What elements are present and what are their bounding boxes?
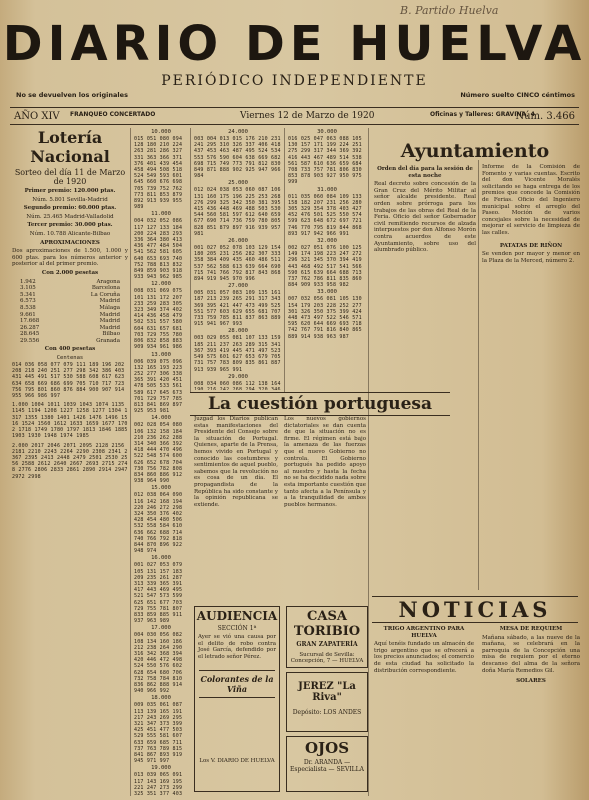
- article-text: Juzgad los Diarios publican estas manifestaciones del Presidente del Consejo sobre la situación de Portugal. Quienes, aparte de la Prensa, hemos vivido en Portugal y conocido las costumbres y sentimientos de aquel pueblo, sabemos que la revolución no es cosa de un día. El propagandista de la República ha sido constante y la opinión republicana se extiende.: [194, 416, 278, 508]
- jerez-title: JEREZ "La Riva": [298, 681, 356, 703]
- number-list: 006 039 075 096 132 165 193 223 252 277 306 338 365 391 420 451 478 505 533 561 589 617 645 673 701 729 757 785 813 841 869 897 925 953 981: [134, 358, 183, 415]
- second-prize: Segundo premio: 60.000 ptas.: [23, 205, 117, 212]
- masthead: [0, 0, 589, 100]
- number-list: 002 027 051 076 100 125 149 174 198 223 247 272 296 321 345 370 394 419 443 468 492 517 541 566 590 615 639 664 688 713 737 762 786 811 835 860 884 909 933 958 982: [288, 245, 362, 289]
- article-text: Informe de la Comisión de Fomento y varias cuentas. Escrito del don Vicente Moralés solicitando se haga entrega de los premios que concede la Comisión de Ferias. Oficio del Ingeniero municipal sobre el arreglo del Paseo. Moción de varios concejales sobre la necesidad de mejorar el servicio de limpieza de las calles.: [482, 164, 580, 236]
- audiencia-subtitle: SECCIÓN 1ª: [217, 625, 257, 632]
- number-list: 015 051 080 094 128 180 210 224 263 281 286 327 331 363 366 371 376 401 439 454 458 494 508 518 524 549 593 601 645 660 676 698 705 739 752 762 773 811 853 879 892 913 939 955 989: [134, 136, 183, 211]
- price-notice: Número suelto CINCO céntimos: [460, 91, 575, 99]
- number-list: 011 035 060 084 109 133 158 182 207 231 256 280 305 329 354 378 403 427 452 476 501 525 550 574 599 623 648 672 697 721 746 770 795 819 844 868 893 917 942 966 991: [288, 193, 362, 237]
- number-list: 2.000 2017 2046 2071 2095 2128 2156 2181 2210 2243 2264 2290 2308 2341 2367 2395 2413 2448 2479 2501 2530 2556 2588 2612 2640 2667 2693 2715 2748 2776 2806 2833 2861 2890 2914 2947 2972 2998: [12, 442, 128, 480]
- column-divider: [284, 128, 285, 392]
- number-list: 008 031 069 075 101 131 172 207 233 259 283 305 323 349 374 402 414 436 458 479 502 531 557 580 604 631 657 681 703 729 755 780 806 832 858 883 909 934 961 986: [134, 288, 183, 351]
- loteria-title: Lotería Nacional: [30, 128, 110, 166]
- agenda-subtitle: Orden del día para la sesión de esta noche: [377, 166, 473, 179]
- section-heading: 27.000: [228, 283, 248, 290]
- section-heading: 11.000: [151, 211, 171, 218]
- numbers-column-3: [194, 128, 282, 390]
- sorteo-date: Sorteo del día 11 de Marzo de 1920: [14, 168, 126, 186]
- prize-city: La Coruña: [90, 291, 120, 298]
- cuestion-text-col-b: [284, 416, 366, 602]
- column-divider: [130, 128, 131, 796]
- news-text: Mañana sábado, a las nueve de la mañana, se celebrará en la parroquia de la Concepción una misa de requiem por el eterno descanso del alma de la señora doña María Remedios Gil.: [482, 634, 580, 674]
- casa-toribio-address: Sucursal de Sevilla: Concepción, 7 — HUELVA: [290, 652, 364, 664]
- centenas-heading: Centenas: [56, 355, 84, 362]
- prize-number: 28.645: [20, 331, 40, 338]
- audiencia-box: [194, 606, 280, 792]
- prize-row: [12, 338, 128, 345]
- section-heading: 33.000: [317, 289, 337, 296]
- newspaper-title: DIARIO DE HUELVA: [2, 16, 587, 72]
- cuestion-text-col-a: [194, 416, 278, 602]
- third-prize-detail: Núm. 10.788 Alicante-Bilbao: [29, 230, 111, 237]
- audiencia-title: AUDIENCIA: [196, 609, 278, 623]
- number-list: 003 004 013 015 176 210 231 241 295 310 326 337 406 418 437 453 463 487 495 524 534 553 576 590 604 638 669 682 698 715 749 773 791 812 830 849 871 888 902 925 947 966 984: [194, 136, 281, 180]
- noticias-headline: NOTICIAS: [372, 596, 578, 623]
- prize-city: Madrid: [99, 298, 120, 305]
- loteria-column: [12, 128, 128, 796]
- prize-row: [12, 279, 128, 286]
- section-heading: 28.000: [228, 328, 248, 335]
- patatas-text: Se venden por mayor y menor en la Plaza de la Merced, número 2.: [482, 251, 580, 264]
- aproximaciones-text: Dos aproximaciones de 1.500, 1.000 y 600 ptas. para los números anterior y posterior al del primer premio.: [12, 248, 128, 268]
- prize-city: Málaga: [99, 304, 120, 311]
- prize-number: 9.661: [20, 311, 36, 318]
- noticias-col-b: [482, 624, 580, 796]
- number-list: 016 025 047 063 088 105 130 157 171 199 224 251 275 299 317 344 369 392 416 443 467 489 514 538 561 587 610 636 659 684 708 733 757 781 806 830 853 878 903 927 950 975 999: [288, 136, 362, 186]
- prizes-2000-list: [12, 279, 128, 345]
- section-heading: 14.000: [151, 415, 171, 422]
- news-heading: MESA DE REQUIEM: [499, 626, 563, 632]
- colorantes-ad-title: Colorantes de la Viña: [199, 670, 275, 698]
- prize-city: Granada: [96, 337, 120, 344]
- number-list: 007 032 056 081 105 130 154 179 203 228 252 277 301 326 350 375 399 424 448 473 497 522 546 571 595 620 644 669 693 718 742 767 791 816 840 865 889 914 938 963 987: [288, 296, 362, 340]
- number-list: 014 036 058 077 079 111 189 196 202 208 218 240 251 277 298 342 386 403 431 445 491 517 530 588 608 617 623 634 658 669 686 699 705 710 717 723 756 795 801 860 876 884 900 907 914 955 966 986 997: [12, 362, 125, 400]
- number-list: 013 039 065 091 117 143 169 195 221 247 273 299 325 351 377 403: [134, 772, 183, 796]
- prize-number: 26.287: [20, 324, 40, 331]
- prize-city: Barcelona: [91, 285, 120, 292]
- number-list: 001 027 052 078 103 129 154 180 205 231 256 282 307 333 358 384 409 435 460 486 511 537 562 588 613 639 664 690 715 741 766 792 817 843 868 894 919 945 970 996: [194, 245, 281, 283]
- number-list: 001 027 053 079 105 131 157 183 209 235 261 287 313 339 365 391 417 443 469 495 521 547 573 599 625 651 677 703 729 755 781 807 833 859 885 911 937 963 989: [134, 562, 183, 625]
- ojos-ad: [286, 736, 368, 792]
- originals-notice: No se devuelven los originales: [16, 91, 128, 99]
- numbers-column-4: [288, 128, 366, 390]
- section-heading: 24.000: [228, 129, 248, 135]
- article-text: Los nuevos gobiernos dictatoriales se dan cuenta de que la situación no es firme. El régimen está bajo la amenaza de las fuerzas que el nuevo Gobierno no controla. El Gobierno portugués ha pedido apoyo al nuestro y hasta la fecha no se ha decidido nada sobre esta importante cuestión que tanto afecta a la Península y a la tranquilidad de ambos pueblos hermanos.: [284, 416, 366, 508]
- prize-city: Madrid: [99, 311, 120, 318]
- number-list: 009 035 061 087 113 139 165 191 217 243 269 295 321 347 373 399 425 451 477 503 529 555 581 607 633 659 685 711 737 763 789 815 841 867 893 919 945 971 997: [134, 702, 183, 765]
- section-heading: 15.000: [151, 485, 171, 492]
- prize-number: 3.105: [20, 285, 36, 292]
- audiencia-text: Ayer se vió una causa por el delito de robo contra José García, defendido por el letrado señor Pérez.: [198, 634, 276, 660]
- number-list: 002 028 054 080 106 132 158 184 210 236 262 288 314 340 366 392 418 444 470 496 522 548 574 600 626 652 678 704 730 756 782 808 834 860 886 912 938 964 990: [134, 422, 183, 485]
- ayuntamiento-headline: Ayuntamiento: [400, 140, 550, 162]
- casa-toribio-ad: [286, 606, 368, 668]
- con-2000-heading: Con 2.000 pesetas: [41, 269, 99, 276]
- prize-row: [12, 331, 128, 338]
- offices-address: Oficinas y Talleres: GRAVINA, 4: [430, 111, 535, 118]
- prize-number: 5.341: [20, 291, 36, 298]
- prize-row: [12, 325, 128, 332]
- handwritten-annotation: B. Partido Huelva: [400, 4, 499, 17]
- third-prize: Tercer premio: 30.000 ptas.: [27, 222, 113, 229]
- year-label: AÑO XIV: [14, 111, 60, 122]
- prize-city: Bilbao: [102, 331, 120, 338]
- ayuntamiento-col-a: [374, 164, 476, 592]
- prize-number: 1.942: [20, 278, 36, 285]
- info-bar: [10, 107, 579, 125]
- con-400-heading: Con 400 pesetas: [44, 346, 96, 353]
- issue-date: Viernes 12 de Marzo de 1920: [240, 111, 375, 121]
- section-heading: 12.000: [151, 281, 171, 288]
- prize-city: Aragona: [96, 278, 120, 285]
- prize-row: [12, 292, 128, 299]
- section-heading: 25.000: [228, 180, 248, 187]
- noticias-col-a: [374, 624, 474, 796]
- ojos-text: Dr. ARANDA — Especialista — SEVILLA: [290, 759, 364, 773]
- prize-number: 6.573: [20, 298, 36, 305]
- column-divider: [368, 128, 369, 796]
- section-heading: 10.000: [151, 129, 171, 135]
- prize-city: Madrid: [99, 324, 120, 331]
- prize-number: 8.538: [20, 304, 36, 311]
- section-heading: 17.000: [151, 625, 171, 632]
- casa-toribio-title: CASA TORIBIO: [293, 609, 361, 639]
- newspaper-subtitle: PERIÓDICO INDEPENDIENTE: [161, 73, 428, 89]
- first-prize-detail: Núm. 5.801 Sevilla-Madrid: [32, 196, 108, 203]
- article-text: Real decreto sobre concesión de la Gran Cruz del Mérito Militar al señor alcalde presidente. Real orden sobre prórroga para los trabajos de las obras del Real de la Feria. Oficio del señor Gobernador civil remitiendo recursos de alzada interpuestos por don Alfonso Morón contra acuerdos de este Ayuntamiento, sobre uso del alumbrado público.: [374, 181, 476, 254]
- prize-number: 29.556: [20, 337, 40, 344]
- jerez-ad: [286, 672, 368, 732]
- section-heading: 29.000: [228, 373, 248, 380]
- section-heading: 19.000: [151, 765, 171, 772]
- news-heading: SOLARES: [516, 678, 546, 685]
- section-heading: 26.000: [228, 238, 248, 245]
- issue-number: Núm. 3.466: [515, 111, 575, 122]
- colorantes-ad-footer: Los V. DIARIO DE HUELVA: [199, 758, 275, 765]
- column-divider: [478, 160, 479, 590]
- section-heading: 16.000: [151, 555, 171, 562]
- prize-city: Madrid: [99, 318, 120, 325]
- section-heading: 30.000: [317, 129, 337, 135]
- number-list: 012 038 064 090 116 142 168 194 220 246 272 298 324 350 376 402 428 454 480 506 532 558 584 610 636 662 688 714 740 766 792 818 844 870 896 922 948 974: [134, 492, 183, 555]
- jerez-subtitle: Depósito: LOS ANDES: [292, 709, 362, 716]
- postage-label: FRANQUEO CONCERTADO: [70, 111, 156, 118]
- number-list: 008 034 060 086 112 138 164 190 216 242 268 294 320 346: [194, 380, 281, 390]
- news-heading: TRIGO ARGENTINO PARA HUELVA: [383, 626, 465, 639]
- patatas-heading: PATATAS DE RIÑON: [499, 242, 563, 249]
- number-list: 005 031 057 083 109 135 161 187 213 239 265 291 317 343 369 395 421 447 473 499 525 551 577 603 629 655 681 707 733 759 785 811 837 863 889 915 941 967 993: [194, 290, 281, 328]
- section-heading: 18.000: [151, 695, 171, 702]
- number-list: 1.000 1004 1011 1039 1043 1074 1135 1145 1194 1208 1227 1258 1277 1304 1317 1355 1380 1401 1426 1476 1496 1516 1524 1560 1612 1633 1659 1677 1702 1718 1749 1780 1797 1813 1846 1885 1903 1930 1948 1974 1985: [12, 402, 128, 440]
- section-heading: 32.000: [317, 238, 337, 245]
- cuestion-portuguesa-headline: La cuestión portuguesa: [190, 392, 450, 416]
- prize-row: [12, 298, 128, 305]
- section-heading: 13.000: [151, 351, 171, 358]
- second-prize-detail: Núm. 25.465 Madrid-Valladolid: [26, 213, 114, 220]
- numbers-column-2: [134, 128, 188, 796]
- prize-number: 17.668: [20, 318, 40, 325]
- number-list: 003 029 055 081 107 133 159 185 211 237 263 289 315 341 367 393 419 445 471 497 523 549 575 601 627 653 679 705 731 757 783 809 835 861 887 913 939 965 991: [194, 335, 281, 373]
- prize-row: [12, 318, 128, 325]
- ayuntamiento-col-b: [482, 164, 580, 592]
- prize-row: [12, 305, 128, 312]
- ojos-title: OJOS: [304, 739, 350, 757]
- section-heading: 31.000: [317, 186, 337, 193]
- number-list: 012 024 038 053 060 087 106 131 160 175 196 225 253 268 276 299 325 342 350 381 395 415 436 448 469 488 503 530 544 560 581 597 612 640 659 677 690 714 736 759 780 805 828 851 879 897 916 939 957 981: [194, 187, 281, 237]
- first-prize: Primer premio: 120.000 ptas.: [24, 188, 116, 194]
- prize-row: [12, 285, 128, 292]
- prize-row: [12, 312, 128, 319]
- casa-toribio-subtitle: GRAN ZAPATERÍA: [296, 641, 358, 648]
- news-text: Aquí tenéis fundado un almacén de trigo argentino que se ofrecerá a los precios anunciados; el comercio de esta ciudad ha solicitado la distribución correspondiente.: [374, 641, 474, 674]
- number-list: 004 030 056 082 108 134 160 186 212 238 264 290 316 342 368 394 420 446 472 498 524 550 576 602 628 654 680 706 732 758 784 810 836 862 888 914 940 966 992: [134, 632, 183, 695]
- number-list: 004 032 052 086 117 127 133 184 200 224 283 293 336 364 380 413 436 477 484 504 541 562 581 605 640 653 693 740 752 788 813 832 849 859 903 918 933 943 962 985: [134, 218, 183, 281]
- aproximaciones-heading: APROXIMACIONES: [40, 239, 100, 246]
- column-divider: [190, 128, 191, 392]
